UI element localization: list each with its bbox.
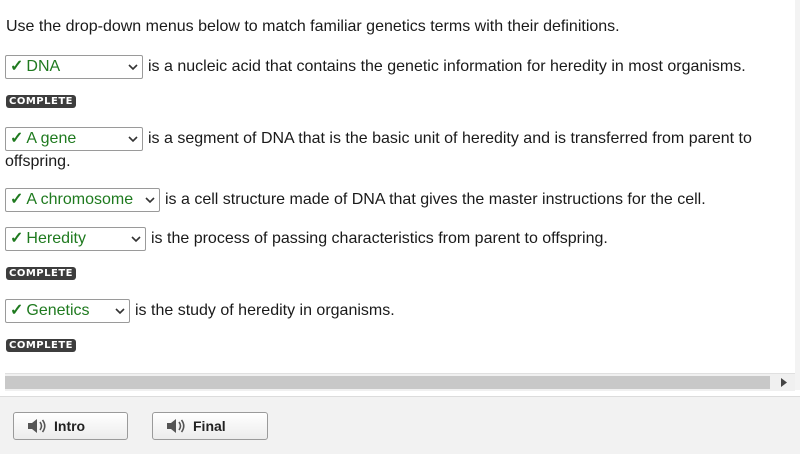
complete-badge: COMPLETE xyxy=(6,267,76,280)
definition-continuation: offspring. xyxy=(5,153,71,170)
final-button-label: Final xyxy=(193,418,226,434)
speaker-icon xyxy=(165,417,187,435)
match-item xyxy=(5,188,706,212)
term-dropdown[interactable] xyxy=(5,55,143,79)
check-icon: ✓ xyxy=(10,130,24,147)
term-dropdown[interactable] xyxy=(5,299,130,323)
term-dropdown[interactable] xyxy=(5,127,143,151)
scrollbar-thumb[interactable] xyxy=(5,376,770,389)
dropdown-selected-value: A chromosome xyxy=(26,191,134,208)
definition-text: is the process of passing characteristics from parent to offspring. xyxy=(151,230,608,247)
match-item xyxy=(5,299,395,323)
complete-badge: COMPLETE xyxy=(6,339,76,352)
intro-button[interactable] xyxy=(13,412,128,440)
dropdown-selected-value: Heredity xyxy=(26,230,86,247)
instructions-text: Use the drop-down menus below to match familiar genetics terms with their definitions. xyxy=(6,18,620,35)
match-item xyxy=(5,227,608,251)
footer-bar xyxy=(0,396,800,454)
chevron-down-icon xyxy=(128,64,138,71)
dropdown-selected-value: A gene xyxy=(26,130,77,147)
speaker-icon xyxy=(26,417,48,435)
match-item xyxy=(5,127,752,173)
check-icon: ✓ xyxy=(10,191,24,208)
final-button[interactable] xyxy=(152,412,268,440)
definition-text: is a cell structure made of DNA that gives the master instructions for the cell. xyxy=(165,191,706,208)
vertical-scrollbar[interactable] xyxy=(795,0,800,390)
dropdown-selected-value: Genetics xyxy=(26,302,90,319)
horizontal-scrollbar[interactable] xyxy=(5,373,795,391)
dropdown-selected-value: DNA xyxy=(26,58,61,75)
arrow-right-icon[interactable] xyxy=(779,377,789,388)
definition-text: is a nucleic acid that contains the genetic information for heredity in most organisms. xyxy=(148,58,746,75)
check-icon: ✓ xyxy=(10,230,24,247)
chevron-down-icon xyxy=(128,136,138,143)
complete-badge: COMPLETE xyxy=(6,95,76,108)
chevron-down-icon xyxy=(115,308,125,315)
check-icon: ✓ xyxy=(10,58,24,75)
check-icon: ✓ xyxy=(10,302,24,319)
chevron-down-icon xyxy=(131,236,141,243)
term-dropdown[interactable] xyxy=(5,227,146,251)
intro-button-label: Intro xyxy=(54,418,86,434)
term-dropdown[interactable] xyxy=(5,188,160,212)
definition-text: is the study of heredity in organisms. xyxy=(135,302,395,319)
match-item xyxy=(5,55,746,79)
definition-text: is a segment of DNA that is the basic unit of heredity and is transferred from parent to xyxy=(148,130,752,147)
chevron-down-icon xyxy=(145,197,155,204)
